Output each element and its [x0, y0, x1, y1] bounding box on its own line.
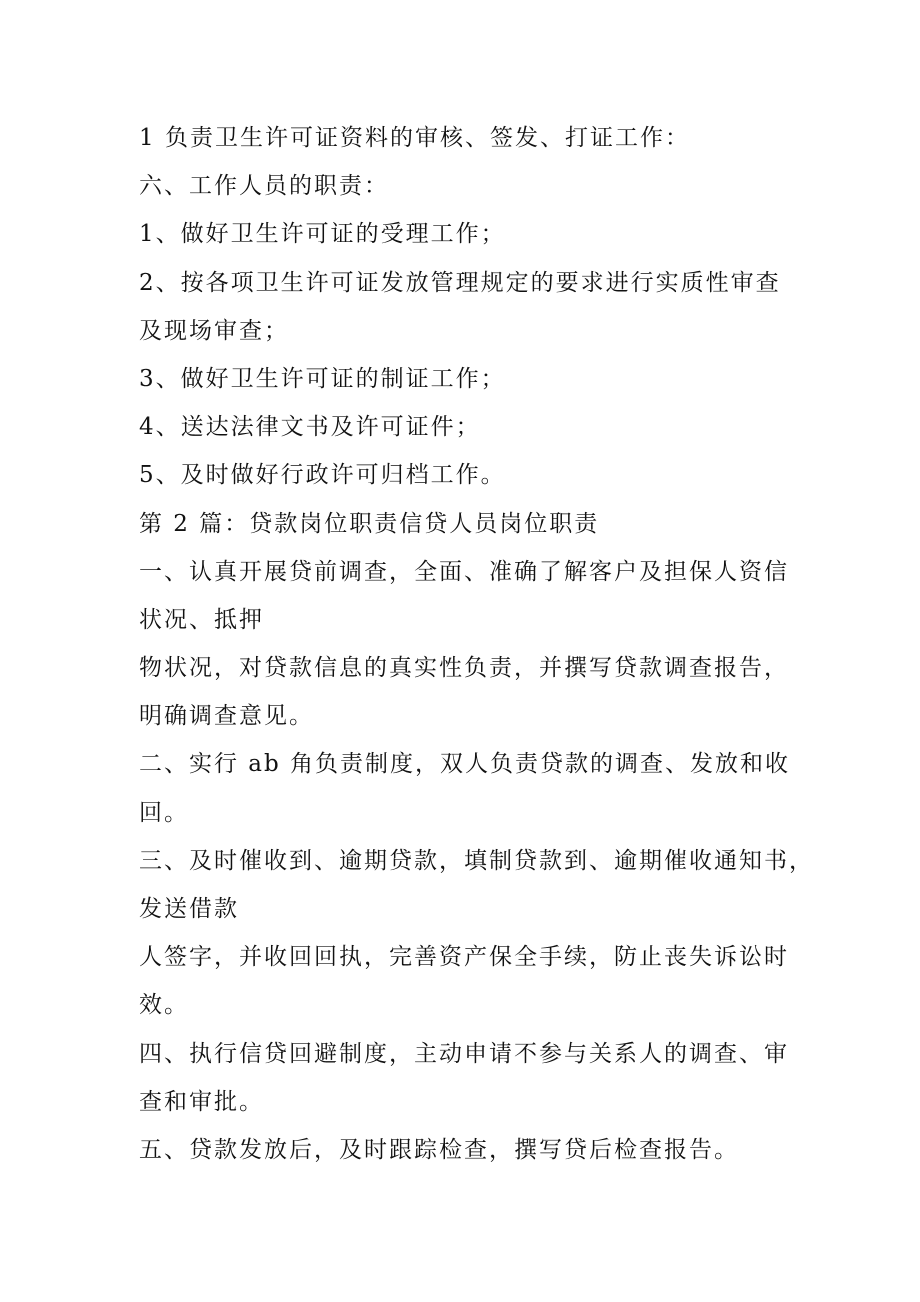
text-line: 1 负责卫生许可证资料的审核、签发、打证工作： — [139, 125, 690, 151]
text-line: 五、贷款发放后，及时跟踪检查，撰写贷后检查报告。 — [139, 1136, 739, 1163]
text-line: 三、及时催收到、逾期贷款，填制贷款到、逾期催收通知书， — [139, 847, 814, 874]
text-line: 3、做好卫生许可证的制证工作； — [139, 365, 506, 392]
text-line: 及现场审查； — [139, 317, 289, 344]
section-heading: 六、工作人员的职责： — [139, 173, 389, 200]
document-body — [139, 114, 814, 1174]
text-line: 发送借款 — [139, 896, 239, 922]
text-line: 效。 — [139, 992, 189, 1019]
text-line: 状况、抵押 — [139, 606, 264, 633]
text-line: 5、及时做好行政许可归档工作。 — [139, 462, 506, 489]
text-line: 2、按各项卫生许可证发放管理规定的要求进行实质性审查 — [139, 269, 781, 296]
text-line: 物状况，对贷款信息的真实性负责，并撰写贷款调查报告， — [139, 655, 789, 682]
text-line: 二、实行 ab 角负责制度，双人负责贷款的调查、发放和收 — [139, 751, 791, 778]
text-line: 人签字，并收回回执，完善资产保全手续，防止丧失诉讼时 — [139, 944, 789, 971]
text-line: 明确调查意见。 — [139, 703, 314, 730]
chapter-heading: 第 2 篇：贷款岗位职责信贷人员岗位职责 — [139, 510, 600, 537]
text-line: 一、认真开展贷前调查，全面、准确了解客户及担保人资信 — [139, 558, 789, 585]
text-line: 四、执行信贷回避制度，主动申请不参与关系人的调查、审 — [139, 1040, 789, 1067]
text-line: 4、送达法律文书及许可证件； — [139, 414, 481, 441]
text-line: 回。 — [139, 799, 189, 826]
text-line: 查和审批。 — [139, 1088, 264, 1115]
text-line: 1、做好卫生许可证的受理工作； — [139, 221, 506, 248]
